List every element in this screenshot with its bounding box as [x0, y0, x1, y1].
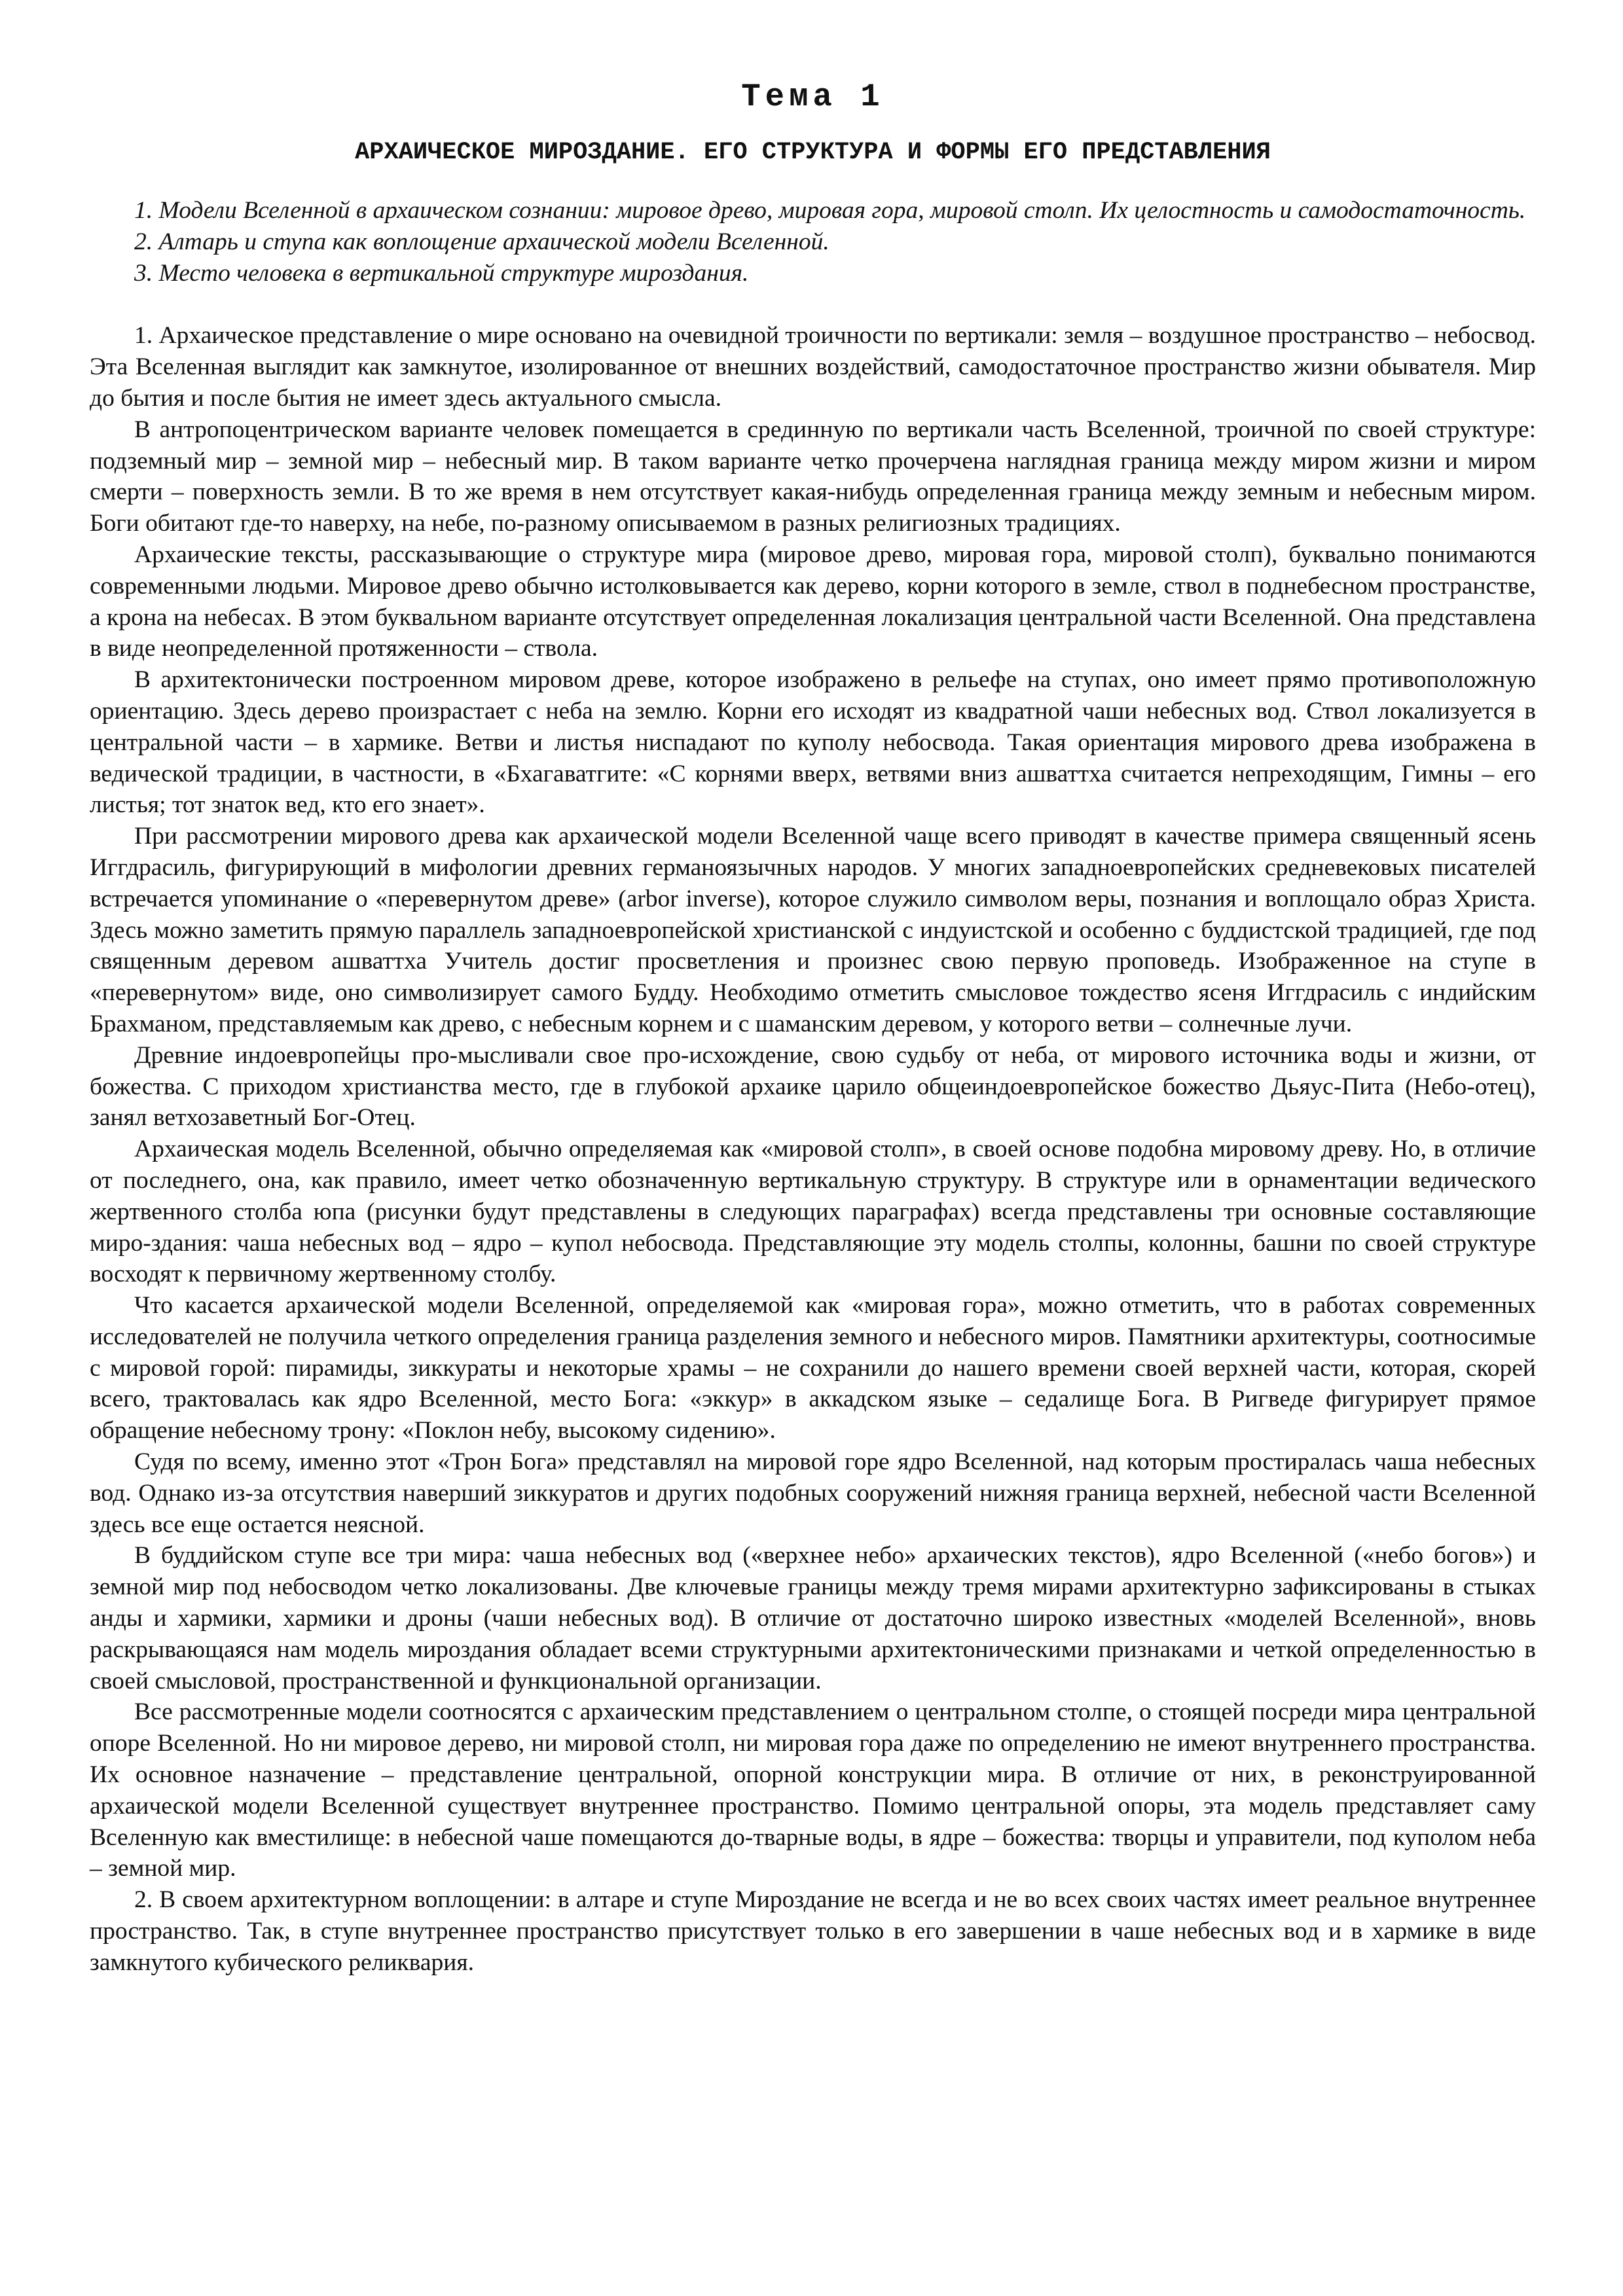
- topic-heading: Тема 1: [741, 79, 884, 115]
- paragraph: Что касается архаической модели Вселенной, определяемой как «мировая гора», можно отметить, что в работах современных исследователей не получила четкого определения граница разделения земного и небесного миров. Памятники архитектуры, соотносимые с мировой горой: пирамиды, зиккураты и некоторые храмы – не сохранили до нашего времени своей верхней части, которая, скорей всего, трактовалась как ядро Вселенной, место Бога: «эккур» в аккадском языке – седалище Бога. В Ригведе фигурирует прямое обращение небесному трону: «Поклон небу, высокому сидению».: [90, 1292, 1536, 1444]
- body-text: [90, 320, 1536, 1978]
- paragraph: При рассмотрении мирового древа как архаической модели Вселенной чаще всего приводят в качестве примера священный ясень Иггдрасиль, фигурирующий в мифологии древних германоязычных народов. У многих западноевропейских средневековых писателей встречается упоминание о «перевернутом древе» (arbor inverse), которое служило символом веры, познания и воплощало образ Христа. Здесь можно заметить прямую параллель западноевропейской христианской с индуистской и особенно с буддистской традицией, где под священным деревом ашваттха Учитель достиг просветления и произнес свою первую проповедь. Изображенное на ступе в «перевернутом» виде, оно символизирует самого Будду. Необходимо отметить смысловое тождество ясеня Иггдрасиль с индийским Брахманом, представляемым как древо, с небесным корнем и с шаманским деревом, у которого ветви – солнечные лучи.: [90, 823, 1536, 1037]
- paragraph: 1. Архаическое представление о мире основано на очевидной троичности по вертикали: земля – воздушное пространство – небосвод. Эта Вселенная выглядит как замкнутое, изолированное от внешних воздействий, самодостаточное пространство жизни обывателя. Мир до бытия и после бытия не имеет здесь актуального смысла.: [90, 322, 1536, 412]
- outline-item: 2. Алтарь и ступа как воплощение архаической модели Вселенной.: [134, 228, 830, 255]
- paragraph: 2. В своем архитектурном воплощении: в алтаре и ступе Мироздание не всегда и не во всех своих частях имеет реальное внутреннее пространство. Так, в ступе внутреннее пространство присутствует только в его завершении в чаше небесных вод и в хармике в виде замкнутого кубического реликвария.: [90, 1886, 1536, 1976]
- topic-outline: [90, 195, 1536, 289]
- paragraph: Все рассмотренные модели соотносятся с архаическим представлением о центральном столпе, о стоящей посреди мира центральной опоре Вселенной. Но ни мировое дерево, ни мировой столп, ни мировая гора даже по определению не имеют внутреннего пространства. Их основное назначение – представление центральной, опорной конструкции мира. В отличие от них, в реконструированной архаической модели Вселенной существует внутреннее пространство. Помимо центральной опоры, эта модель представляет саму Вселенную как вместилище: в небесной чаше помещаются до-тварные воды, в ядре – божества: творцы и управители, под куполом неба – земной мир.: [90, 1698, 1536, 1882]
- paragraph: Судя по всему, именно этот «Трон Бога» представлял на мировой горе ядро Вселенной, над которым простиралась чаша небесных вод. Однако из-за отсутствия наверший зиккуратов и других подобных сооружений нижняя граница верхней, небесной части Вселенной здесь все еще остается неясной.: [90, 1448, 1536, 1538]
- paragraph: Древние индоевропейцы про-мысливали свое про-исхождение, свою судьбу от неба, от мирового источника воды и жизни, от божества. С приходом христианства место, где в глубокой архаике царило общеиндоевропейское божество Дьяус-Пита (Небо-отец), занял ветхозаветный Бог-Отец.: [90, 1041, 1536, 1132]
- paragraph: Архаические тексты, рассказывающие о структуре мира (мировое древо, мировая гора, мировой столп), буквально понимаются современными людьми. Мировое древо обычно истолковывается как дерево, корни которого в земле, ствол в поднебесном пространстве, а крона на небесах. В этом буквальном варианте отсутствует определенная локализация центральной части Вселенной. Она представлена в виде неопределенной протяженности – ствола.: [90, 541, 1536, 662]
- outline-item: 3. Место человека в вертикальной структуре мироздания.: [134, 259, 749, 287]
- paragraph: В буддийском ступе все три мира: чаша небесных вод («верхнее небо» архаических текстов), ядро Вселенной («небо богов») и земной мир под небосводом четко локализованы. Две ключевые границы между тремя мирами архитектурно зафиксированы в стыках анды и хармики, хармики и дроны (чаши небесных вод). В отличие от достаточно широко известных «моделей Вселенной», вновь раскрывающаяся нам модель мироздания обладает всеми структурными архитектоническими признаками и четкой определенностью в своей смысловой, пространственной и функциональной организации.: [90, 1542, 1536, 1695]
- outline-item: 1. Модели Вселенной в архаическом сознании: мировое древо, мировая гора, мировой столп. Их целостность и самодостаточность.: [134, 197, 1526, 224]
- paragraph: Архаическая модель Вселенной, обычно определяемая как «мировой столп», в своей основе подобна мировому древу. Но, в отличие от последнего, она, как правило, имеет четко обозначенную вертикальную структуру. В структуре или в орнаментации ведического жертвенного столба юпа (рисунки будут представлены в следующих параграфах) всегда представлены три основные составляющие миро-здания: чаша небесных вод – ядро – купол небосвода. Представляющие эту модель столпы, колонны, башни по своей структуре восходят к первичному жертвенному столбу.: [90, 1136, 1536, 1288]
- paragraph: В архитектонически построенном мировом древе, которое изображено в рельефе на ступах, оно имеет прямо противоположную ориентацию. Здесь дерево произрастает с неба на землю. Корни его исходят из квадратной чаши небесных вод. Ствол локализуется в центральной части – в хармике. Ветви и листья ниспадают по куполу небосвода. Такая ориентация мирового древа изображена в ведической традиции, в частности, в «Бхагаватгите: «С корнями вверх, ветвями вниз ашваттха считается непреходящим, Гимны – его листья; тот знаток вед, кто его знает».: [90, 666, 1536, 819]
- paragraph: В антропоцентрическом варианте человек помещается в срединную по вертикали часть Вселенной, троичной по своей структуре: подземный мир – земной мир – небесный мир. В таком варианте четко прочерчена наглядная граница между миром жизни и миром смерти – поверхность земли. В то же время в нем отсутствует какая-нибудь определенная граница между земным и небесным миром. Боги обитают где-то наверху, на небе, по-разному описываемом в разных религиозных традициях.: [90, 416, 1536, 537]
- chapter-title: АРХАИЧЕСКОЕ МИРОЗДАНИЕ. ЕГО СТРУКТУРА И ФОРМЫ ЕГО ПРЕДСТАВЛЕНИЯ: [355, 139, 1271, 166]
